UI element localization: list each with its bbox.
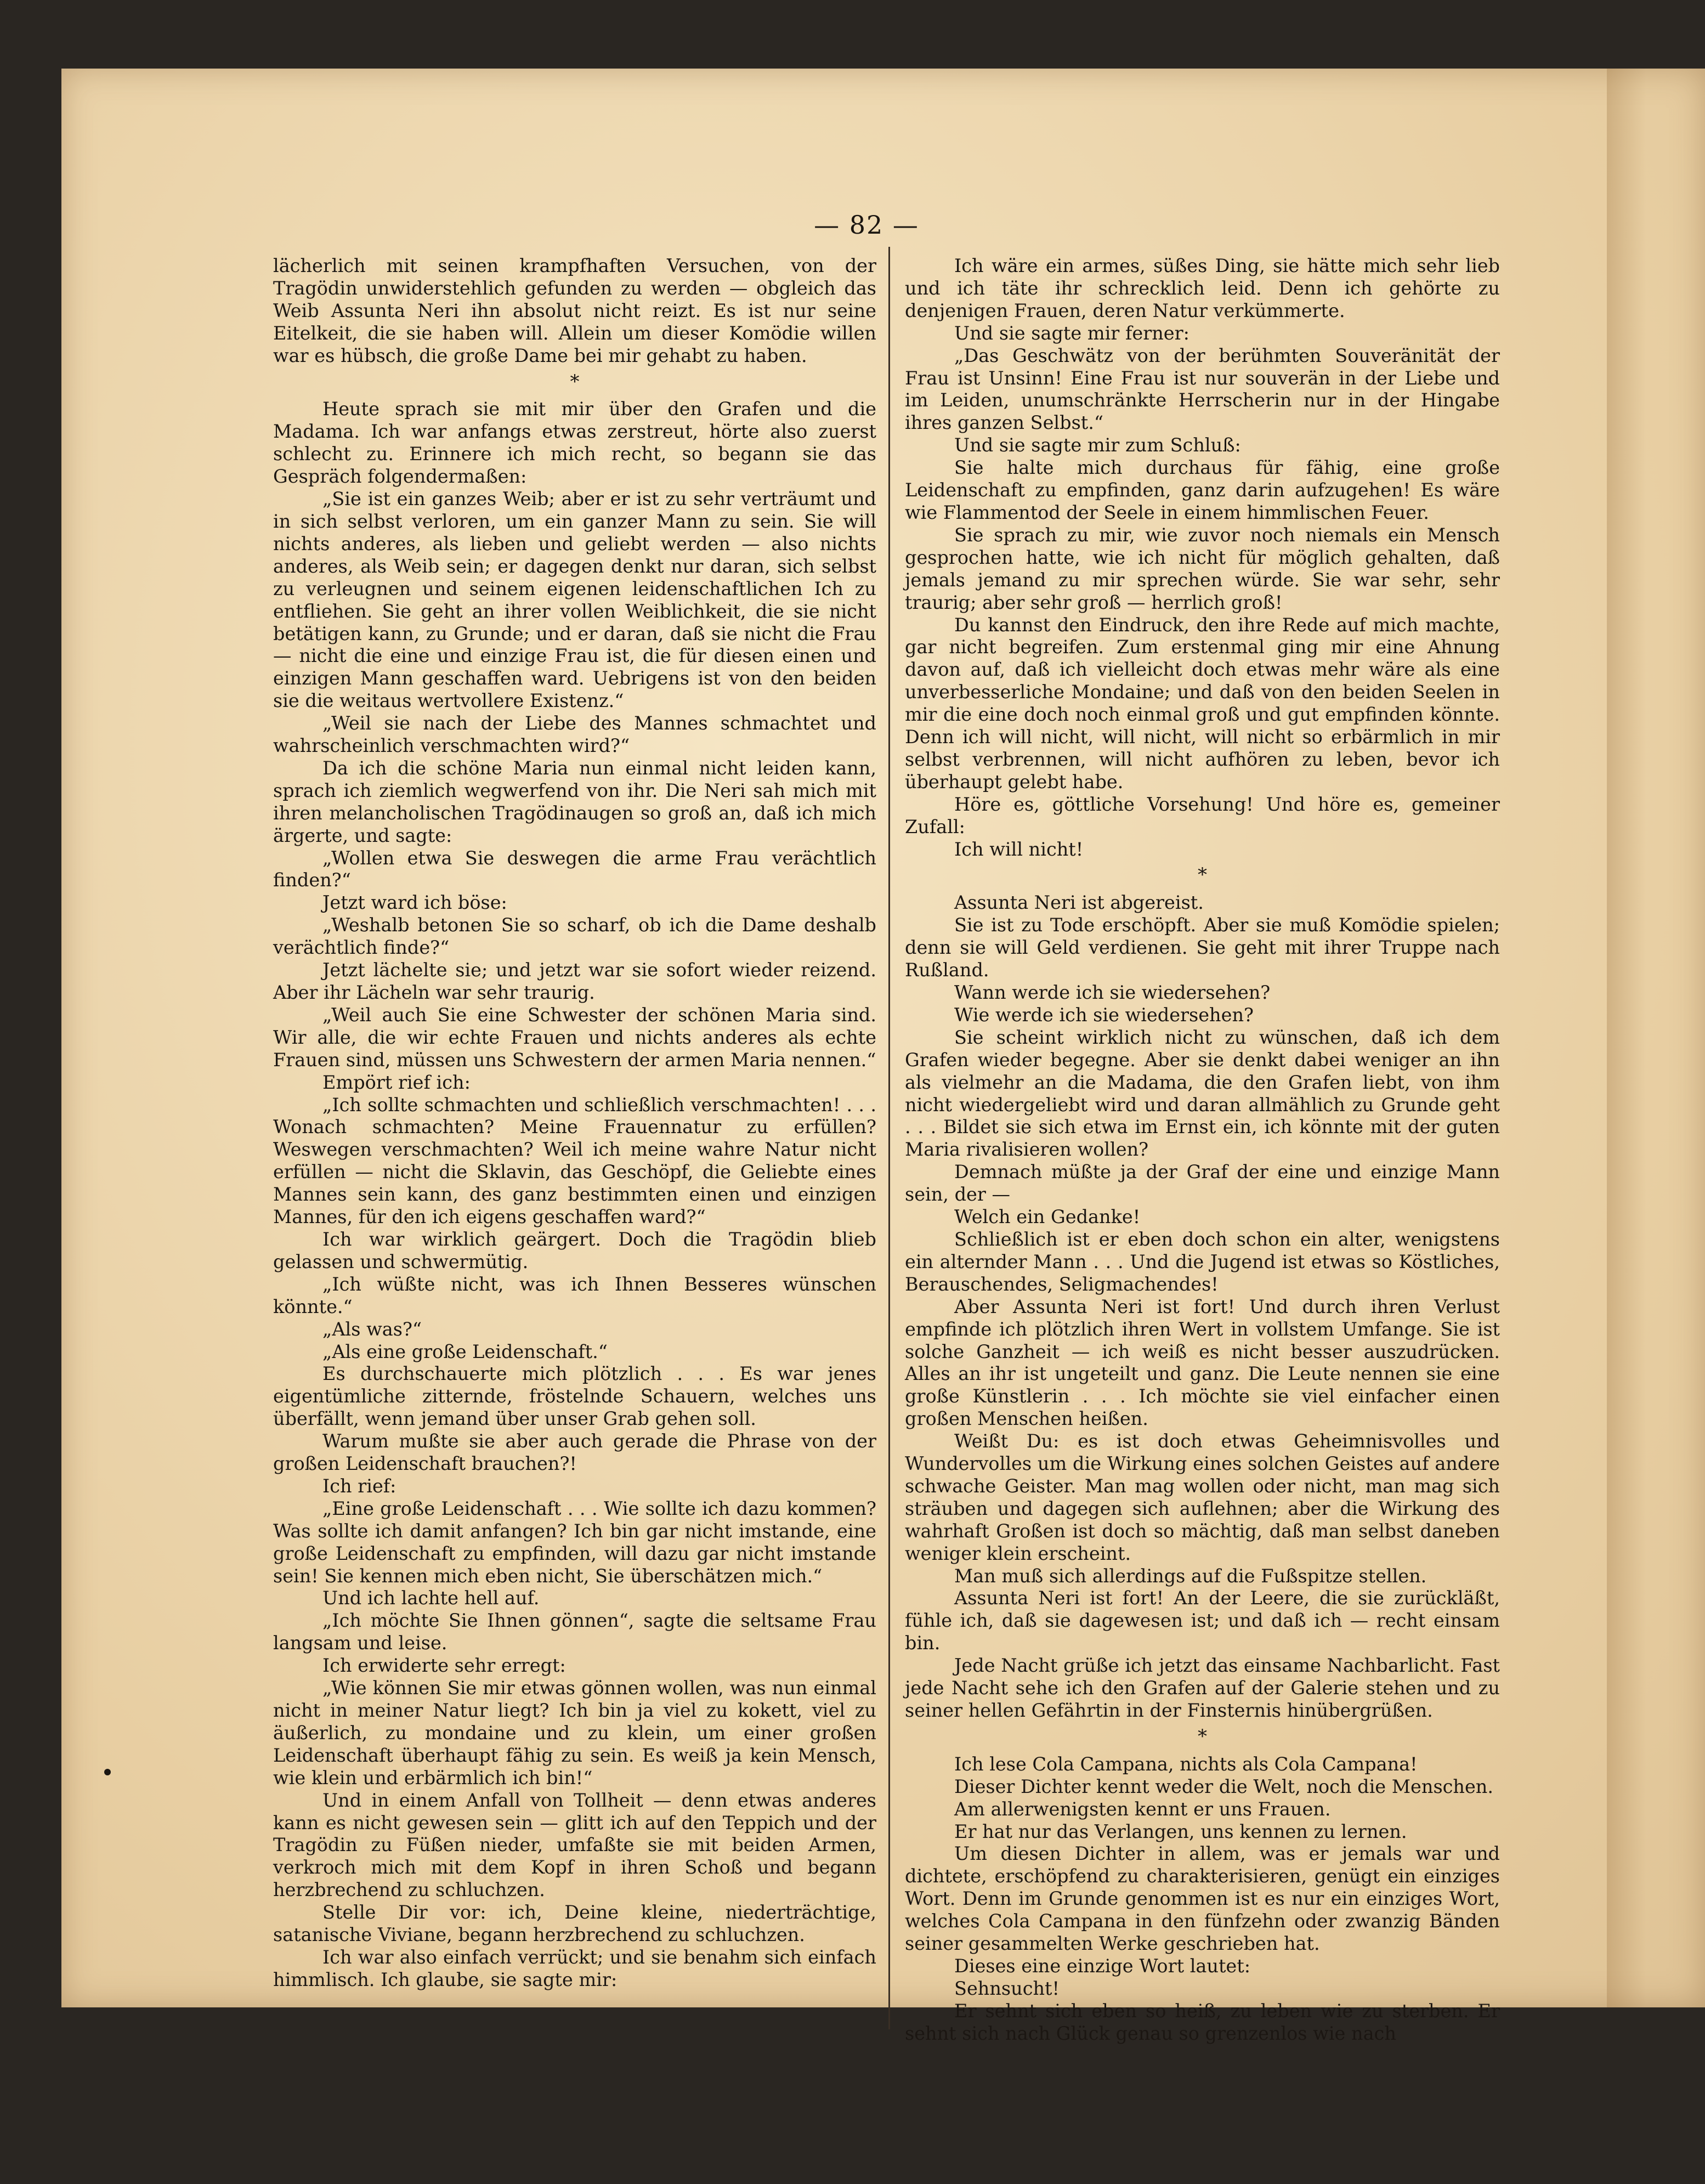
paragraph: Sie sprach zu mir, wie zuvor noch niemals ein Mensch gesprochen hatte, wie ich nicht für möglich gehalten, daß jemals jemand zu mir sprechen würde. Sie war sehr, sehr traurig; aber sehr groß — herrlich groß! <box>905 524 1500 613</box>
paragraph: Welch ein Gedanke! <box>954 1206 1141 1228</box>
paragraph: Ich war wirklich geärgert. Doch die Tragödin blieb gelassen und schwermütig. <box>273 1228 876 1272</box>
page-edge-shadow <box>1607 69 1705 2007</box>
paragraph: Stelle Dir vor: ich, Deine kleine, niederträchtige, satanische Viviane, begann herzbrechend zu schluchzen. <box>273 1902 876 1946</box>
section-separator: * <box>570 370 580 393</box>
column-divider <box>888 247 890 2029</box>
paragraph: Am allerwenigsten kennt er uns Frauen. <box>954 1798 1331 1820</box>
paragraph: Assunta Neri ist abgereist. <box>954 892 1204 914</box>
paragraph: Höre es, göttliche Vorsehung! Und höre es, gemeiner Zufall: <box>905 793 1500 838</box>
paragraph: Ich rief: <box>322 1475 396 1497</box>
paragraph: Dieser Dichter kennt weder die Welt, noch die Menschen. <box>954 1775 1494 1797</box>
paragraph: Wann werde ich sie wiedersehen? <box>954 982 1271 1003</box>
paragraph: Er sehnt sich eben so heiß, zu leben wie zu sterben. Er sehnt sich nach Glück genau so grenzenlos wie nach <box>905 2000 1500 2044</box>
left-column <box>273 255 876 1990</box>
page-number: — 82 — <box>814 210 919 240</box>
paragraph: Sie halte mich durchaus für fähig, eine große Leidenschaft zu empfinden, ganz darin aufzugehen! Es wäre wie Flammentod der Seele in einem himmlischen Feuer. <box>905 457 1500 523</box>
paragraph: Warum mußte sie aber auch gerade die Phrase von der großen Leidenschaft brauchen?! <box>273 1430 876 1475</box>
paragraph: Sehnsucht! <box>954 1977 1060 1999</box>
paragraph: „Eine große Leidenschaft . . . Wie sollte ich dazu kommen? Was sollte ich damit anfangen? Ich bin gar nicht imstande, eine große Leidenschaft zu empfinden, will dazu gar nicht imstande sein! Sie kennen mich eben nicht, Sie überschätzen mich.“ <box>273 1497 876 1587</box>
paragraph: Er hat nur das Verlangen, uns kennen zu lernen. <box>954 1820 1407 1842</box>
paragraph: „Wollen etwa Sie deswegen die arme Frau verächtlich finden?“ <box>273 847 876 891</box>
paragraph: „Das Geschwätz von der berühmten Souveränität der Frau ist Unsinn! Eine Frau ist nur souverän in der Liebe und im Leiden, unumschränkte Herrscherin nur in der Hingabe ihres ganzen Selbst.“ <box>905 344 1500 434</box>
section-separator: * <box>1198 864 1207 886</box>
paragraph: Aber Assunta Neri ist fort! Und durch ihren Verlust empfinde ich plötzlich ihren Wert in vollstem Umfange. Sie ist solche Ganzheit — ich weiß es nicht besser auszudrücken. Alles an ihr ist ungeteilt und ganz. Die Leute nennen sie eine große Künstlerin . . . Ich möchte sie viel einfacher einen großen Menschen heißen. <box>905 1295 1500 1430</box>
paragraph: Sie scheint wirklich nicht zu wünschen, daß ich dem Grafen wieder begegne. Aber sie denkt dabei weniger an ihn als vielmehr an die Madama, die den Grafen liebt, von ihm nicht wiedergeliebt wird und daran allmählich zu Grunde geht . . . Bildet sie sich etwa im Ernst ein, ich könnte mit der guten Maria rivalisieren wollen? <box>905 1026 1500 1161</box>
paragraph: „Ich sollte schmachten und schließlich verschmachten! . . . Wonach schmachten? Meine Frauennatur zu erfüllen? Weswegen verschmachten? Weil ich meine wahre Natur nicht erfüllen — nicht die Sklavin, das Geschöpf, die Geliebte eines Mannes sein kann, des ganz bestimmten einen und einzigen Mannes, für den ich eigens geschaffen ward?“ <box>273 1094 876 1228</box>
paragraph: Ich will nicht! <box>954 838 1084 860</box>
paragraph: Jetzt ward ich böse: <box>322 892 507 914</box>
paragraph: Ich wäre ein armes, süßes Ding, sie hätte mich sehr lieb und ich täte ihr schrecklich leid. Denn ich gehörte zu denjenigen Frauen, deren Natur verkümmerte. <box>905 255 1500 321</box>
paragraph: „Weil auch Sie eine Schwester der schönen Maria sind. Wir alle, die wir echte Frauen und nichts anderes als echte Frauen sind, müssen uns Schwestern der armen Maria nennen.“ <box>273 1004 876 1071</box>
paragraph: „Als eine große Leidenschaft.“ <box>322 1340 608 1362</box>
paragraph: „Wie können Sie mir etwas gönnen wollen, was nun einmal nicht in meiner Natur liegt? Ich bin ja viel zu kokett, viel zu äußerlich, zu mondaine und zu klein, um einer großen Leidenschaft überhaupt fähig zu sein. Es weiß ja kein Mensch, wie klein und erbärmlich ich bin!“ <box>273 1677 876 1789</box>
paragraph: Ich erwiderte sehr erregt: <box>322 1655 566 1677</box>
paragraph: Dieses eine einzige Wort lautet: <box>954 1955 1250 1977</box>
section-separator: * <box>1198 1725 1207 1747</box>
paragraph: Ich war also einfach verrückt; und sie benahm sich einfach himmlisch. Ich glaube, sie sagte mir: <box>273 1946 876 1990</box>
paragraph: Es durchschauerte mich plötzlich . . . Es war jenes eigentümliche zitternde, fröstelnde Schauern, welches uns überfällt, wenn jemand über unser Grab gehen soll. <box>273 1363 876 1430</box>
paragraph: Und sie sagte mir ferner: <box>954 322 1189 344</box>
paragraph: „Ich möchte Sie Ihnen gönnen“, sagte die seltsame Frau langsam und leise. <box>273 1610 876 1654</box>
paragraph: Heute sprach sie mit mir über den Grafen und die Madama. Ich war anfangs etwas zerstreut, hörte also zuerst schlecht zu. Erinnere ich mich recht, so begann sie das Gespräch folgendermaßen: <box>273 398 876 488</box>
paragraph: Und sie sagte mir zum Schluß: <box>954 434 1241 456</box>
paragraph: „Weil sie nach der Liebe des Mannes schmachtet und wahrscheinlich verschmachten wird?“ <box>273 712 876 757</box>
paragraph: „Sie ist ein ganzes Weib; aber er ist zu sehr verträumt und in sich selbst verloren, um ein ganzer Mann zu sein. Sie will nichts anderes, als lieben und geliebt werden — also nichts anderes, als Weib sein; er dagegen denkt nur daran, sich selbst zu verleugnen und seinem eigenen leidenschaftlichen Ich zu entfliehen. Sie geht an ihrer vollen Weiblichkeit, die sie nicht betätigen kann, zu Grunde; und er daran, daß sie nicht die Frau — nicht die eine und einzige Frau ist, die für diesen einen und einzigen Mann geschaffen ward. Uebrigens ist von den beiden sie die weitaus wertvollere Existenz.“ <box>273 488 876 712</box>
paragraph: „Weshalb betonen Sie so scharf, ob ich die Dame deshalb verächtlich finde?“ <box>273 914 876 959</box>
paragraph: Jede Nacht grüße ich jetzt das einsame Nachbarlicht. Fast jede Nacht sehe ich den Grafen auf der Galerie stehen und zu seiner hellen Gefährtin in der Finsternis hinübergrüßen. <box>905 1655 1500 1721</box>
paragraph: Schließlich ist er eben doch schon ein alter, wenigstens ein alternder Mann . . . Und die Jugend ist etwas so Köstliches, Berauschendes, Seligmachendes! <box>905 1228 1500 1295</box>
paragraph: Assunta Neri ist fort! An der Leere, die sie zurückläßt, fühle ich, daß sie dagewesen ist; und daß ich — recht einsam bin. <box>905 1587 1500 1654</box>
paragraph: Ich lese Cola Campana, nichts als Cola Campana! <box>954 1753 1418 1775</box>
paragraph: Und ich lachte hell auf. <box>322 1587 540 1609</box>
paragraph: Demnach müßte ja der Graf der eine und einzige Mann sein, der — <box>905 1161 1500 1206</box>
paragraph: Empört rief ich: <box>322 1071 471 1093</box>
paragraph: Um diesen Dichter in allem, was er jemals war und dichtete, erschöpfend zu charakterisieren, genügt ein einziges Wort. Denn im Grunde genommen ist es nur ein einziges Wort, welches Cola Campana in den fünfzehn oder zwanzig Bänden seiner gesammelten Werke geschrieben hat. <box>905 1843 1500 1955</box>
paragraph: lächerlich mit seinen krampfhaften Versuchen, von der Tragödin unwiderstehlich gefunden zu werden — obgleich das Weib Assunta Neri ihn absolut nicht reizt. Es ist nur seine Eitelkeit, die sie haben will. Allein um dieser Komödie willen war es hübsch, die große Dame bei mir gehabt zu haben. <box>273 255 876 366</box>
paragraph: Jetzt lächelte sie; und jetzt war sie sofort wieder reizend. Aber ihr Lächeln war sehr traurig. <box>273 959 876 1003</box>
paragraph: Du kannst den Eindruck, den ihre Rede auf mich machte, gar nicht begreifen. Zum erstenmal ging mir eine Ahnung davon auf, daß ich vielleicht doch etwas mehr wäre als eine unverbesserliche Mondaine; und daß von den beiden Seelen in mir die eine doch noch einmal groß und gut empfinden könnte. Denn ich will nicht, will nicht, will nicht so erbärmlich in mir selbst verbrennen, will nicht aufhören zu leben, bevor ich überhaupt gelebt habe. <box>905 614 1500 793</box>
margin-dot <box>104 1769 111 1775</box>
paragraph: Sie ist zu Tode erschöpft. Aber sie muß Komödie spielen; denn sie will Geld verdienen. Sie geht mit ihrer Truppe nach Rußland. <box>905 914 1500 981</box>
paragraph: Und in einem Anfall von Tollheit — denn etwas anderes kann es nicht gewesen sein — glitt ich auf den Teppich und der Tragödin zu Füßen nieder, umfaßte sie mit beiden Armen, verkroch mich mit dem Kopf in ihren Schoß und begann herzbrechend zu schluchzen. <box>273 1789 876 1901</box>
paragraph: „Ich wüßte nicht, was ich Ihnen Besseres wünschen könnte.“ <box>273 1273 876 1317</box>
right-column <box>905 255 1500 2044</box>
paragraph: Wie werde ich sie wiedersehen? <box>954 1004 1254 1026</box>
paragraph: „Als was?“ <box>322 1318 422 1340</box>
paragraph: Man muß sich allerdings auf die Fußspitze stellen. <box>954 1565 1427 1587</box>
paragraph: Weißt Du: es ist doch etwas Geheimnisvolles und Wundervolles um die Wirkung eines solchen Geistes auf andere schwache Geister. Man mag wollen oder nicht, man mag sich sträuben und dagegen sich auflehnen; aber die Wirkung des wahrhaft Großen ist doch so mächtig, daß man selbst daneben weniger klein erscheint. <box>905 1430 1500 1564</box>
paragraph: Da ich die schöne Maria nun einmal nicht leiden kann, sprach ich ziemlich wegwerfend von ihr. Die Neri sah mich mit ihren melancholischen Tragödinaugen so groß an, daß ich mich ärgerte, und sagte: <box>273 757 876 846</box>
